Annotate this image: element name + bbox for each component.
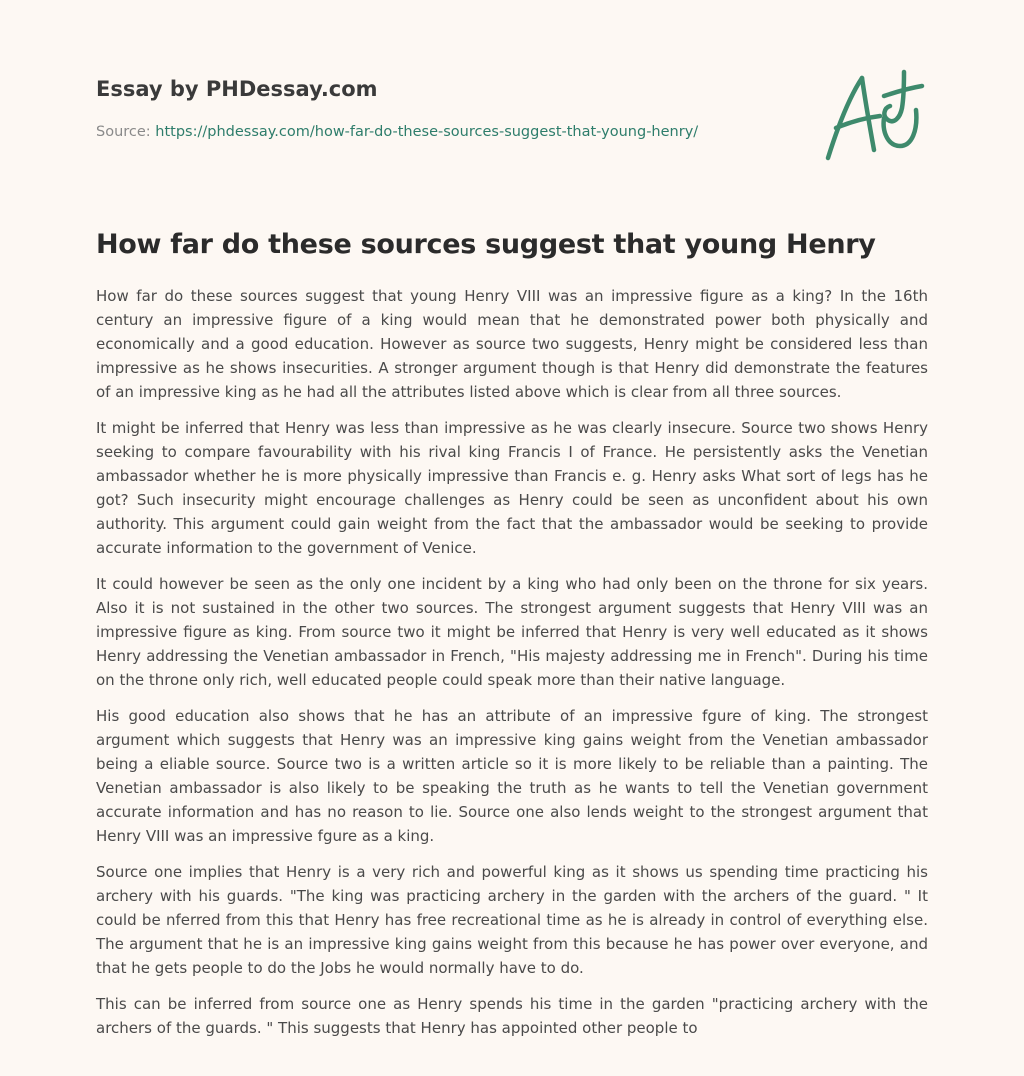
essay-paragraph: It might be inferred that Henry was less than impressive as he was clearly insecure. Source two shows Henry seeking to compare favourability with his rival king Francis I of France. He persistently asks the Venetian ambassador whether he is more physically impressive than Francis e. g. Henry asks What sort of legs has he got? Such insecurity might encourage challenges as Henry could be seen as unconfident about his own authority. This argument could gain weight from the fact that the ambassador would be seeking to provide accurate information to the government of Venice.	[96, 419, 928, 557]
a-plus-grade-icon	[818, 66, 930, 166]
site-title: Essay by PHDessay.com	[96, 77, 378, 101]
source-label: Source:	[96, 124, 156, 140]
essay-paragraph: This can be inferred from source one as Henry spends his time in the garden "practicing archery with the archers of the guards. " This suggests that Henry has appointed other people to	[96, 995, 928, 1037]
source-link[interactable]: https://phdessay.com/how-far-do-these-sources-suggest-that-young-henry/	[155, 124, 699, 140]
essay-title: How far do these sources suggest that young Henry	[96, 229, 876, 260]
source-line	[96, 122, 796, 142]
essay-paragraph: How far do these sources suggest that young Henry VIII was an impressive figure as a king? In the 16th century an impressive figure of a king would mean that he demonstrated power both physically and economically and a good education. However as source two suggests, Henry might be considered less than impressive as he shows insecurities. A stronger argument though is that Henry did demonstrate the features of an impressive king as he had all the attributes listed above which is clear from all three sources.	[96, 287, 928, 401]
essay-header	[96, 74, 796, 142]
essay-paragraph: Source one implies that Henry is a very rich and powerful king as it shows us spending time practicing his archery with his guards. "The king was practicing archery in the garden with the archers of the guard. " It could be nferred from this that Henry has free recreational time as he is already in control of everything else. The argument that he is an impressive king gains weight from this because he has power over everyone, and that he gets people to do the Jobs he would normally have to do.	[96, 863, 928, 977]
essay-paragraph: His good education also shows that he has an attribute of an impressive fgure of king. The strongest argument which suggests that Henry was an impressive king gains weight from the Venetian ambassador being a eliable source. Source two is a written article so it is more likely to be reliable than a painting. The Venetian ambassador is also likely to be speaking the truth as he wants to tell the Venetian government accurate information and has no reason to lie. Source one also lends weight to the strongest argument that Henry VIII was an impressive fgure as a king.	[96, 707, 928, 845]
essay-paragraph: It could however be seen as the only one incident by a king who had only been on the throne for six years. Also it is not sustained in the other two sources. The strongest argument suggests that Henry VIII was an impressive figure as king. From source two it might be inferred that Henry is very well educated as it shows Henry addressing the Venetian ambassador in French, "His majesty addressing me in French". During his time on the throne only rich, well educated people could speak more than their native language.	[96, 575, 928, 689]
essay-body	[96, 284, 928, 1052]
